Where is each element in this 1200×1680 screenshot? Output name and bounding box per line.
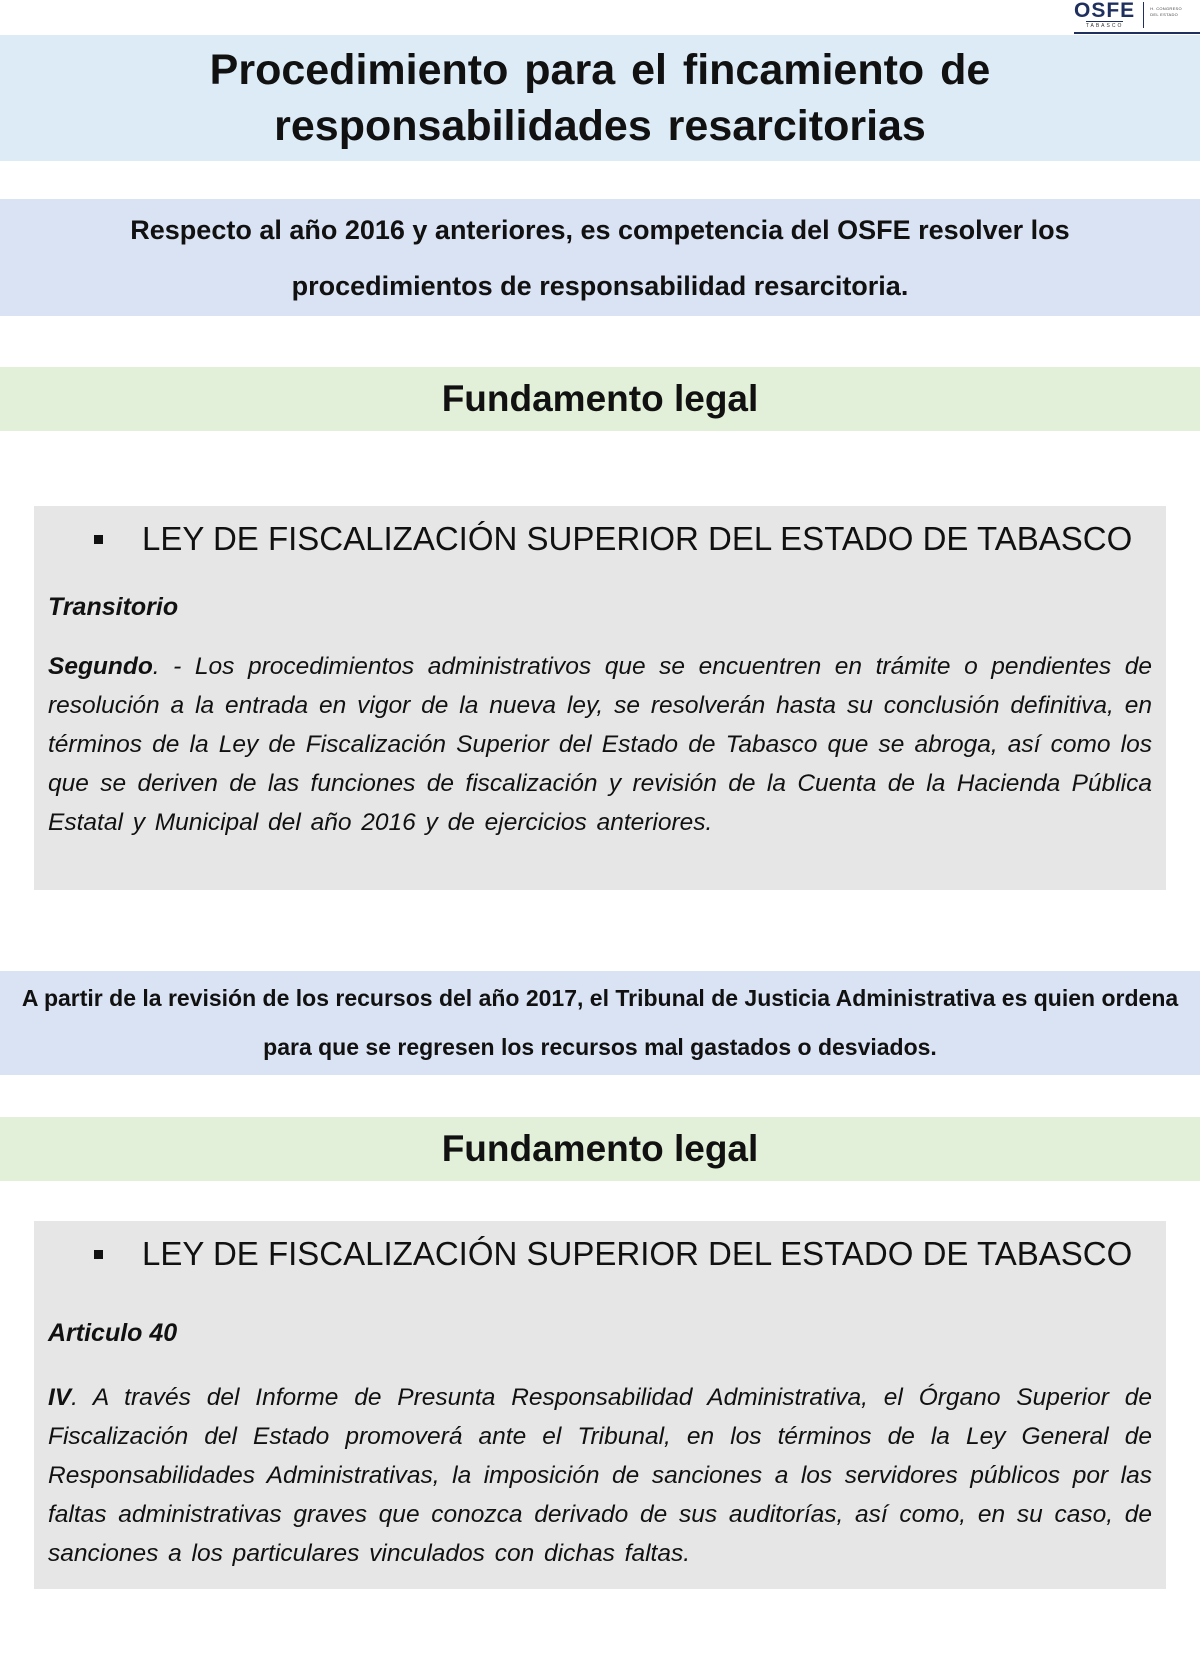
- logo-divider: [1143, 2, 1144, 28]
- logo-underline: [1074, 32, 1200, 34]
- law-text-2-body: . A través del Informe de Presunta Responsabilidad Administrativa, el Órgano Superior de Fiscalización del Estado promoverá ante el Tribunal, en los términos de la Ley General de Responsabilidades Administrativas, la imposición de sanciones a los servidores públicos por las faltas administrativas graves que conozca derivado de sus auditorías, así como, en su caso, de sanciones a los particulares vinculados con dichas faltas.: [48, 1384, 1152, 1567]
- law-text-1: [48, 647, 1152, 842]
- logo-mark: [1074, 0, 1135, 30]
- law-text-2-lead: IV: [48, 1384, 72, 1411]
- law-text-1-lead: Segundo: [48, 653, 153, 680]
- law-title-2-text: LEY DE FISCALIZACIÓN SUPERIOR DEL ESTADO DE TABASCO: [142, 1235, 1133, 1272]
- law-section-1: Transitorio: [48, 593, 179, 621]
- legal-basis-heading-2: [0, 1117, 1200, 1181]
- law-section-2: Articulo 40: [48, 1319, 178, 1347]
- legal-basis-heading-2-text: Fundamento legal: [441, 1128, 759, 1169]
- page-title: [190, 42, 1010, 154]
- competence-note-2017: [0, 971, 1200, 1075]
- logo-side-line-2: DEL ESTADO: [1150, 12, 1179, 17]
- law-title-2: [48, 1226, 1152, 1282]
- competence-note-2016: [0, 199, 1200, 316]
- legal-basis-heading-1-text: Fundamento legal: [441, 378, 759, 419]
- law-excerpt-articulo-40: [34, 1221, 1166, 1589]
- page-title-line-2: responsabilidades resarcitorias: [274, 102, 926, 150]
- law-title-1-text: LEY DE FISCALIZACIÓN SUPERIOR DEL ESTADO DE TABASCO: [142, 520, 1133, 557]
- logo-side-line-1: H. CONGRESO: [1150, 6, 1182, 11]
- law-excerpt-transitorio: [34, 506, 1166, 890]
- osfe-logo: [1074, 0, 1200, 34]
- law-text-1-body: . - Los procedimientos administrativos que se encuentren en trámite o pendientes de resolución a la entrada en vigor de la nueva ley, se resolverán hasta su conclusión definitiva, en términos de la Ley de Fiscalización Superior del Estado de Tabasco que se abroga, así como los que se deriven de las funciones de fiscalización y revisión de la Cuenta de la Hacienda Pública Estatal y Municipal del año 2016 y de ejercicios anteriores.: [48, 653, 1152, 836]
- competence-note-2016-text: Respecto al año 2016 y anteriores, es competencia del OSFE resolver los procedimientos de responsabilidad resarcitoria.: [130, 214, 1070, 301]
- title-banner: [0, 35, 1200, 161]
- competence-note-2017-text: A partir de la revisión de los recursos del año 2017, el Tribunal de Justicia Administrativa es quien ordena para que se regresen los recursos mal gastados o desviados.: [21, 985, 1179, 1060]
- logo-word: OSFE: [1074, 0, 1136, 22]
- legal-basis-heading-1: [0, 367, 1200, 431]
- law-text-2: [48, 1378, 1152, 1573]
- square-bullet-icon: [94, 1250, 103, 1259]
- logo-side-text: [1150, 0, 1182, 18]
- logo-subtitle: TABASCO: [1085, 23, 1124, 29]
- square-bullet-icon: [94, 535, 103, 544]
- law-title-1: [48, 511, 1152, 567]
- page-title-line-1: Procedimiento para el fincamiento de: [209, 46, 991, 94]
